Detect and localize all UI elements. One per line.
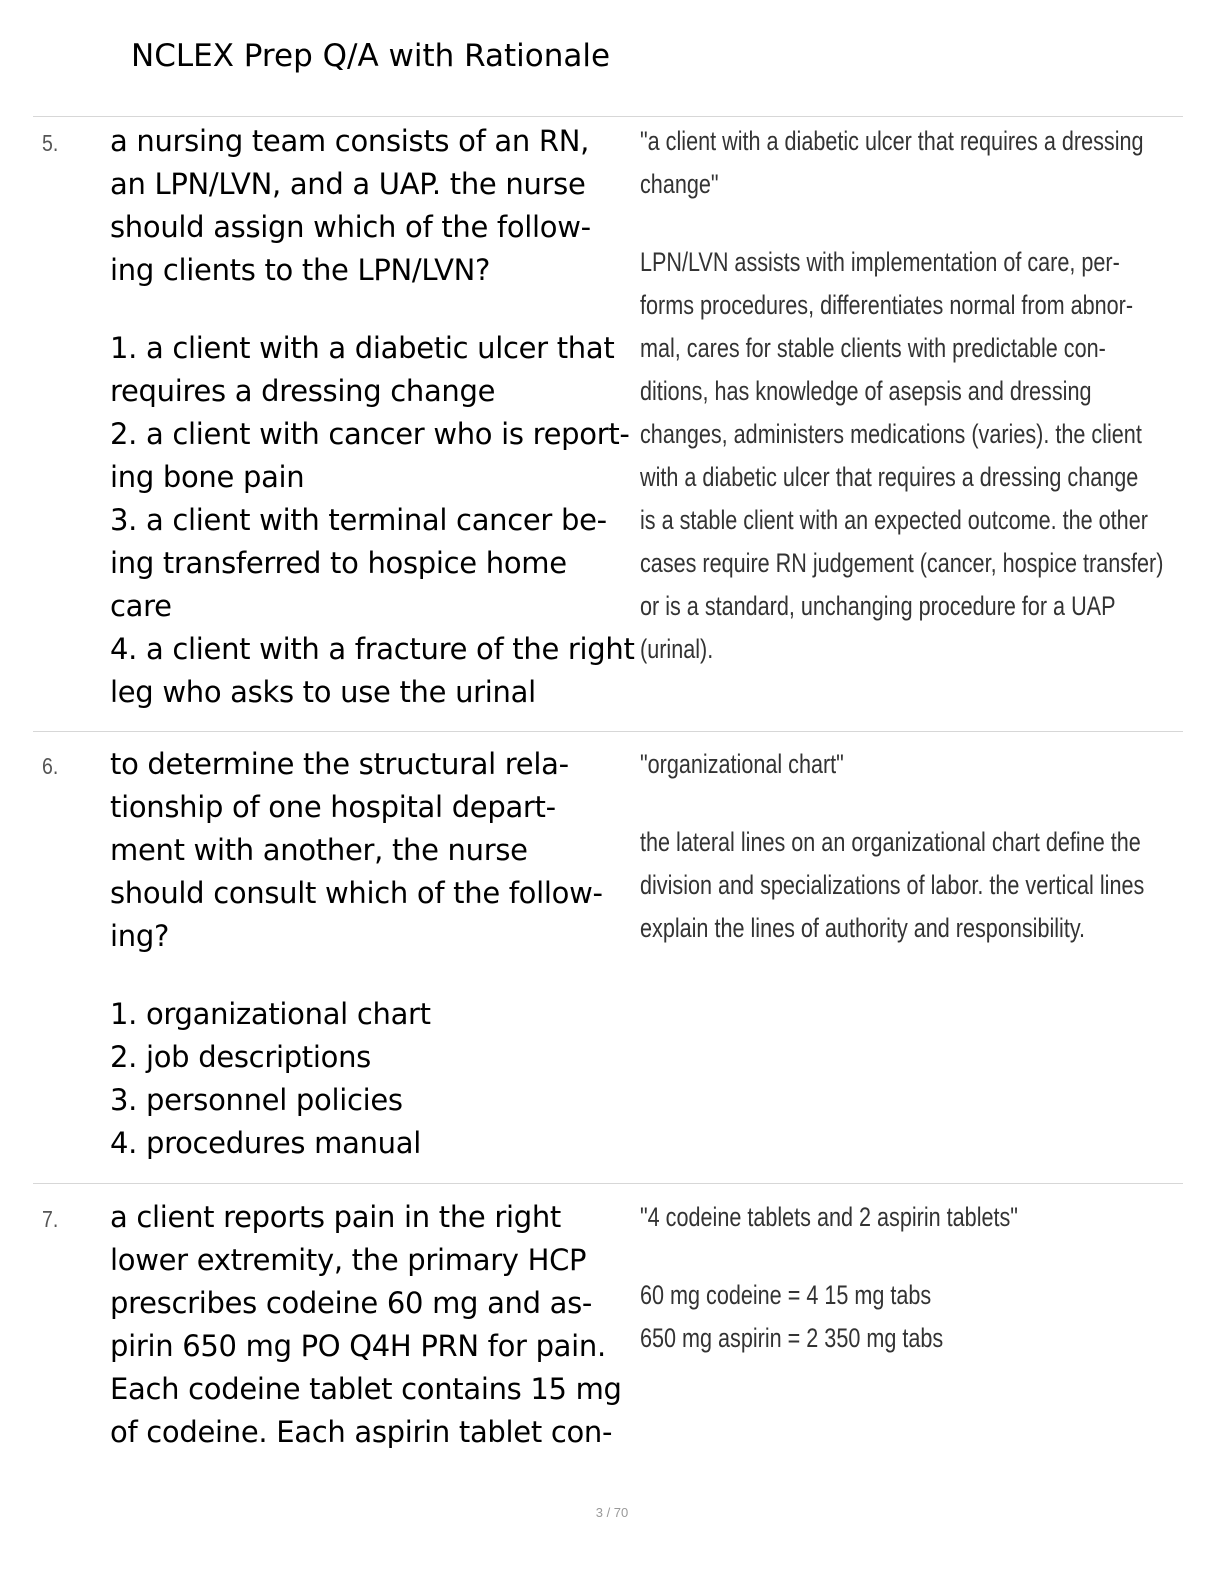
question-line: of codeine. Each aspirin tablet con- bbox=[110, 1415, 613, 1449]
question-text bbox=[110, 1196, 640, 1454]
answer-line: "4 codeine tablets and 2 aspirin tablets" bbox=[640, 1202, 1018, 1232]
rationale-line: or is a standard, unchanging procedure for a UAP bbox=[640, 591, 1116, 621]
answer-rationale bbox=[640, 120, 1164, 671]
question-number: 5. bbox=[42, 130, 59, 156]
question-line: tionship of one hospital depart- bbox=[110, 790, 556, 824]
rationale-line: explain the lines of authority and responsibility. bbox=[640, 913, 1086, 943]
question-line: ing? bbox=[110, 919, 170, 953]
question-text bbox=[110, 743, 640, 1165]
question-line: lower extremity, the primary HCP bbox=[110, 1243, 587, 1277]
option-line: 1. organizational chart bbox=[110, 997, 431, 1031]
option-line: ing bone pain bbox=[110, 460, 305, 494]
option-line: 1. a client with a diabetic ulcer that bbox=[110, 331, 615, 365]
question-line: an LPN/LVN, and a UAP. the nurse bbox=[110, 167, 586, 201]
rationale-line: mal, cares for stable clients with predictable con- bbox=[640, 333, 1106, 363]
option-line: leg who asks to use the urinal bbox=[110, 675, 536, 709]
option-line: 3. a client with terminal cancer be- bbox=[110, 503, 607, 537]
page-title: NCLEX Prep Q/A with Rationale bbox=[131, 38, 611, 74]
rationale-line: ditions, has knowledge of asepsis and dressing bbox=[640, 376, 1092, 406]
rationale-line: 650 mg aspirin = 2 350 mg tabs bbox=[640, 1323, 944, 1353]
question-line: should consult which of the follow- bbox=[110, 876, 603, 910]
question-line: prescribes codeine 60 mg and as- bbox=[110, 1286, 593, 1320]
question-line: should assign which of the follow- bbox=[110, 210, 591, 244]
question-line: ing clients to the LPN/LVN? bbox=[110, 253, 491, 287]
question-line: a nursing team consists of an RN, bbox=[110, 124, 590, 158]
question-number: 6. bbox=[42, 753, 59, 779]
option-line: ing transferred to hospice home bbox=[110, 546, 567, 580]
divider bbox=[33, 1183, 1183, 1184]
question-text bbox=[110, 120, 640, 714]
rationale-line: forms procedures, differentiates normal from abnor- bbox=[640, 290, 1134, 320]
rationale-line: the lateral lines on an organizational chart define the bbox=[640, 827, 1141, 857]
divider bbox=[33, 731, 1183, 732]
option-line: care bbox=[110, 589, 172, 623]
option-line: 4. procedures manual bbox=[110, 1126, 421, 1160]
rationale-line: 60 mg codeine = 4 15 mg tabs bbox=[640, 1280, 932, 1310]
question-line: to determine the structural rela- bbox=[110, 747, 569, 781]
question-line: ment with another, the nurse bbox=[110, 833, 528, 867]
option-line: 3. personnel policies bbox=[110, 1083, 403, 1117]
rationale-line: changes, administers medications (varies). the client bbox=[640, 419, 1142, 449]
answer-line: change" bbox=[640, 169, 719, 199]
answer-line: "organizational chart" bbox=[640, 749, 844, 779]
question-number: 7. bbox=[42, 1206, 59, 1232]
rationale-line: division and specializations of labor. the vertical lines bbox=[640, 870, 1145, 900]
question-line: a client reports pain in the right bbox=[110, 1200, 561, 1234]
page-number: 3 / 70 bbox=[595, 1505, 629, 1520]
answer-rationale bbox=[640, 1196, 1088, 1360]
rationale-line: (urinal). bbox=[640, 634, 714, 664]
option-line: 4. a client with a fracture of the right bbox=[110, 632, 635, 666]
question-line: Each codeine tablet contains 15 mg bbox=[110, 1372, 622, 1406]
option-line: 2. job descriptions bbox=[110, 1040, 371, 1074]
option-line: requires a dressing change bbox=[110, 374, 496, 408]
rationale-line: with a diabetic ulcer that requires a dressing change bbox=[640, 462, 1139, 492]
rationale-line: cases require RN judgement (cancer, hospice transfer) bbox=[640, 548, 1164, 578]
rationale-line: LPN/LVN assists with implementation of care, per- bbox=[640, 247, 1120, 277]
rationale-line: is a stable client with an expected outcome. the other bbox=[640, 505, 1148, 535]
answer-line: "a client with a diabetic ulcer that requires a dressing bbox=[640, 126, 1144, 156]
question-line: pirin 650 mg PO Q4H PRN for pain. bbox=[110, 1329, 606, 1363]
option-line: 2. a client with cancer who is report- bbox=[110, 417, 630, 451]
answer-rationale bbox=[640, 743, 1145, 950]
divider bbox=[33, 116, 1183, 117]
